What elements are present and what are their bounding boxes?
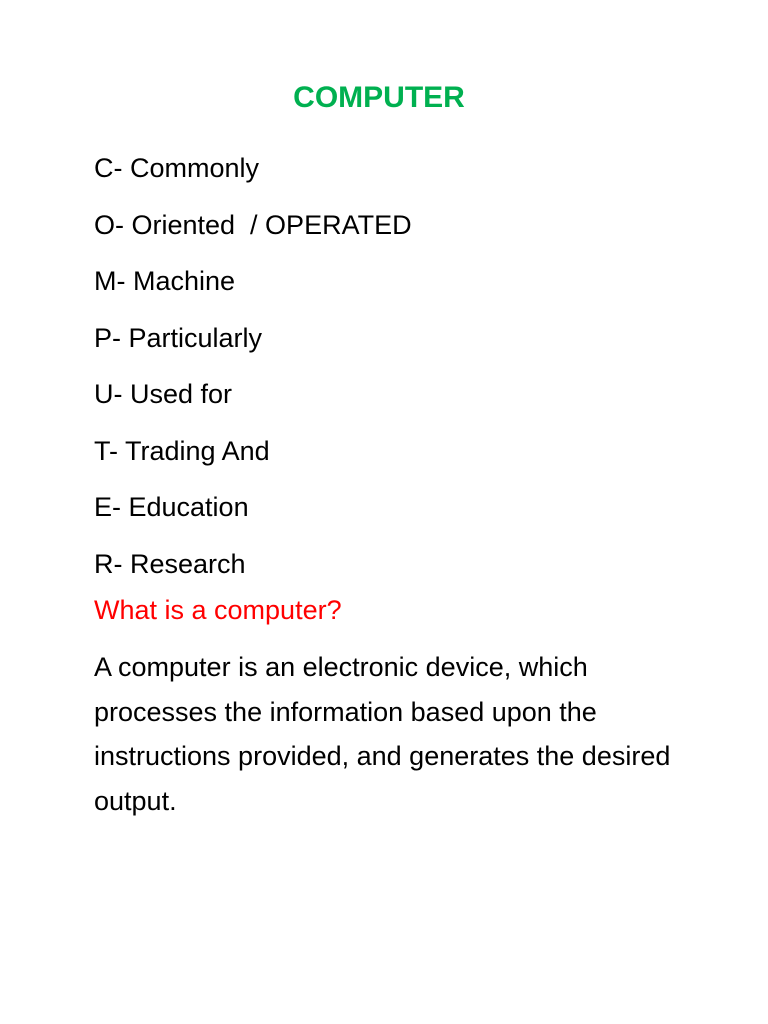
acronym-line: O- Oriented / OPERATED: [94, 209, 412, 240]
answer-paragraph: A computer is an electronic device, which processes the information based upon the instructions provided, and generates the desired output.: [94, 652, 671, 816]
acronym-line: M- Machine: [94, 266, 236, 296]
acronym-line: P- Particularly: [94, 322, 263, 353]
acronym-line: U- Used for: [94, 379, 233, 409]
acronym-line: R- Research: [94, 548, 246, 579]
acronym-line: E- Education: [94, 492, 249, 522]
question-heading: What is a computer?: [94, 595, 342, 625]
document-title: COMPUTER: [293, 81, 465, 114]
acronym-line: T- Trading And: [94, 435, 270, 466]
acronym-list: [94, 140, 412, 592]
acronym-line: C- Commonly: [94, 153, 260, 183]
